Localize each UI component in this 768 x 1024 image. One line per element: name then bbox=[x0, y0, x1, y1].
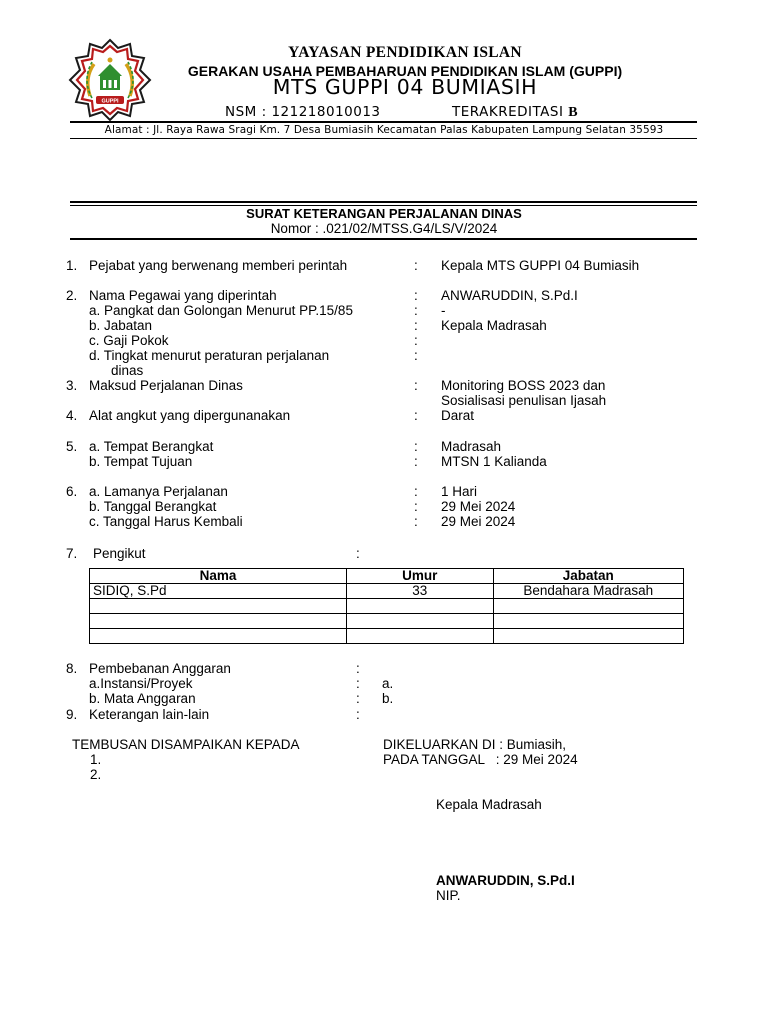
title-top-rule bbox=[70, 201, 697, 203]
colon: : bbox=[414, 408, 418, 423]
item-number: 4. bbox=[66, 408, 78, 423]
item-label: Alat angkut yang dipergunanakan bbox=[89, 408, 291, 423]
item-number: 8. bbox=[66, 661, 78, 676]
item-sub-label: d. Tingkat menurut peraturan perjalanan bbox=[89, 348, 330, 363]
signer-nip: NIP. bbox=[436, 888, 461, 903]
item-number: 1. bbox=[66, 258, 78, 273]
column-header: Umur bbox=[347, 569, 494, 584]
item-sub-label: a. Tempat Berangkat bbox=[89, 439, 214, 454]
colon: : bbox=[414, 439, 418, 454]
item-label: Pembebanan Anggaran bbox=[89, 661, 231, 676]
colon: : bbox=[414, 333, 418, 348]
item-label: Pejabat yang berwenang memberi perintah bbox=[89, 258, 348, 273]
issued-date: PADA TANGGAL : 29 Mei 2024 bbox=[383, 752, 578, 767]
colon: : bbox=[356, 546, 360, 561]
colon: : bbox=[356, 707, 360, 722]
item-sub-value: a. bbox=[382, 676, 394, 691]
colon: : bbox=[414, 318, 418, 333]
item-sub-label: c. Gaji Pokok bbox=[89, 333, 169, 348]
table-cell bbox=[90, 599, 347, 614]
column-header: Jabatan bbox=[493, 569, 683, 584]
document-number: Nomor : .021/02/MTSS.G4/LS/V/2024 bbox=[270, 221, 498, 236]
table-cell bbox=[493, 629, 683, 644]
table-row bbox=[90, 614, 684, 629]
item-sub-value: - bbox=[441, 303, 446, 318]
table-row bbox=[90, 599, 684, 614]
logo-text: GUPPI bbox=[101, 98, 119, 105]
item-sub-label: a. Lamanya Perjalanan bbox=[89, 484, 228, 499]
item-value-cont: Sosialisasi penulisan Ijasah bbox=[441, 393, 607, 408]
colon: : bbox=[414, 303, 418, 318]
item-sub-value: MTSN 1 Kalianda bbox=[441, 454, 547, 469]
accreditation-grade: B bbox=[568, 105, 579, 120]
item-number: 7. bbox=[66, 546, 78, 561]
column-header: Nama bbox=[90, 569, 347, 584]
item-sub-label: a.Instansi/Proyek bbox=[89, 676, 193, 691]
item-sub-label-cont: dinas bbox=[111, 363, 144, 378]
item-value: Monitoring BOSS 2023 dan bbox=[441, 378, 606, 393]
school-name: MTS GUPPI 04 BUMIASIH bbox=[272, 75, 538, 99]
colon: : bbox=[356, 661, 360, 676]
item-sub-value: 1 Hari bbox=[441, 484, 478, 499]
movement-name: GERAKAN USAHA PEMBAHARUAN PENDIDIKAN ISLAM (GUPPI) bbox=[187, 63, 623, 79]
item-number: 2. bbox=[66, 288, 78, 303]
item-sub-value: Madrasah bbox=[441, 439, 502, 454]
accreditation-label: TERAKREDITASI bbox=[452, 104, 564, 120]
companions-table bbox=[89, 568, 684, 644]
colon: : bbox=[414, 484, 418, 499]
school-address: Alamat : Jl. Raya Rawa Sragi Km. 7 Desa Bumiasih Kecamatan Palas Kabupaten Lampung Selatan 35593 bbox=[104, 124, 664, 136]
table-cell bbox=[90, 614, 347, 629]
issued-place: DIKELUARKAN DI : Bumiasih, bbox=[383, 737, 567, 752]
item-label: Pengikut bbox=[93, 546, 146, 561]
item-sub-label: a. Pangkat dan Golongan Menurut PP.15/85 bbox=[89, 303, 353, 318]
item-sub-label: b. Tempat Tujuan bbox=[89, 454, 193, 469]
item-sub-label: b. Tanggal Berangkat bbox=[89, 499, 217, 514]
item-sub-label: b. Mata Anggaran bbox=[89, 691, 196, 706]
colon: : bbox=[414, 499, 418, 514]
item-value: Darat bbox=[441, 408, 475, 423]
item-value: Kepala MTS GUPPI 04 Bumiasih bbox=[441, 258, 640, 273]
item-label: Nama Pegawai yang diperintah bbox=[89, 288, 277, 303]
table-cell: SIDIQ, S.Pd bbox=[90, 584, 347, 599]
colon: : bbox=[356, 676, 360, 691]
colon: : bbox=[414, 514, 418, 529]
table-cell bbox=[347, 614, 494, 629]
item-number: 3. bbox=[66, 378, 78, 393]
colon: : bbox=[414, 288, 418, 303]
table-row bbox=[90, 629, 684, 644]
signer-title: Kepala Madrasah bbox=[436, 797, 542, 812]
colon: : bbox=[414, 258, 418, 273]
item-sub-value: 29 Mei 2024 bbox=[441, 499, 516, 514]
address-divider bbox=[70, 138, 697, 139]
table-cell bbox=[347, 599, 494, 614]
signer-name: ANWARUDDIN, S.Pd.I bbox=[436, 873, 575, 888]
item-label: Maksud Perjalanan Dinas bbox=[89, 378, 243, 393]
colon: : bbox=[414, 348, 418, 363]
foundation-name: YAYASAN PENDIDIKAN ISLAN bbox=[288, 44, 522, 61]
item-sub-label: b. Jabatan bbox=[89, 318, 153, 333]
cc-title: TEMBUSAN DISAMPAIKAN KEPADA bbox=[72, 737, 300, 752]
colon: : bbox=[414, 454, 418, 469]
table-cell bbox=[493, 599, 683, 614]
item-value: ANWARUDDIN, S.Pd.I bbox=[441, 288, 578, 303]
cc-item: 1. bbox=[90, 752, 102, 767]
title-bottom-rule bbox=[70, 238, 697, 240]
item-number: 5. bbox=[66, 439, 78, 454]
nsm-number: NSM : 121218010013 bbox=[225, 104, 381, 120]
item-sub-label: c. Tanggal Harus Kembali bbox=[89, 514, 243, 529]
item-number: 6. bbox=[66, 484, 78, 499]
colon: : bbox=[414, 378, 418, 393]
item-number: 9. bbox=[66, 707, 78, 722]
table-cell bbox=[493, 614, 683, 629]
document-title: SURAT KETERANGAN PERJALANAN DINAS bbox=[246, 206, 522, 221]
table-cell: Bendahara Madrasah bbox=[493, 584, 683, 599]
item-label: Keterangan lain-lain bbox=[89, 707, 210, 722]
cc-item: 2. bbox=[90, 767, 102, 782]
item-sub-value: Kepala Madrasah bbox=[441, 318, 547, 333]
table-cell bbox=[347, 629, 494, 644]
table-header-row bbox=[90, 569, 684, 584]
item-sub-value: 29 Mei 2024 bbox=[441, 514, 516, 529]
colon: : bbox=[356, 691, 360, 706]
table-cell bbox=[90, 629, 347, 644]
accreditation bbox=[452, 105, 578, 120]
item-sub-value: b. bbox=[382, 691, 394, 706]
table-cell: 33 bbox=[347, 584, 494, 599]
table-row bbox=[90, 584, 684, 599]
